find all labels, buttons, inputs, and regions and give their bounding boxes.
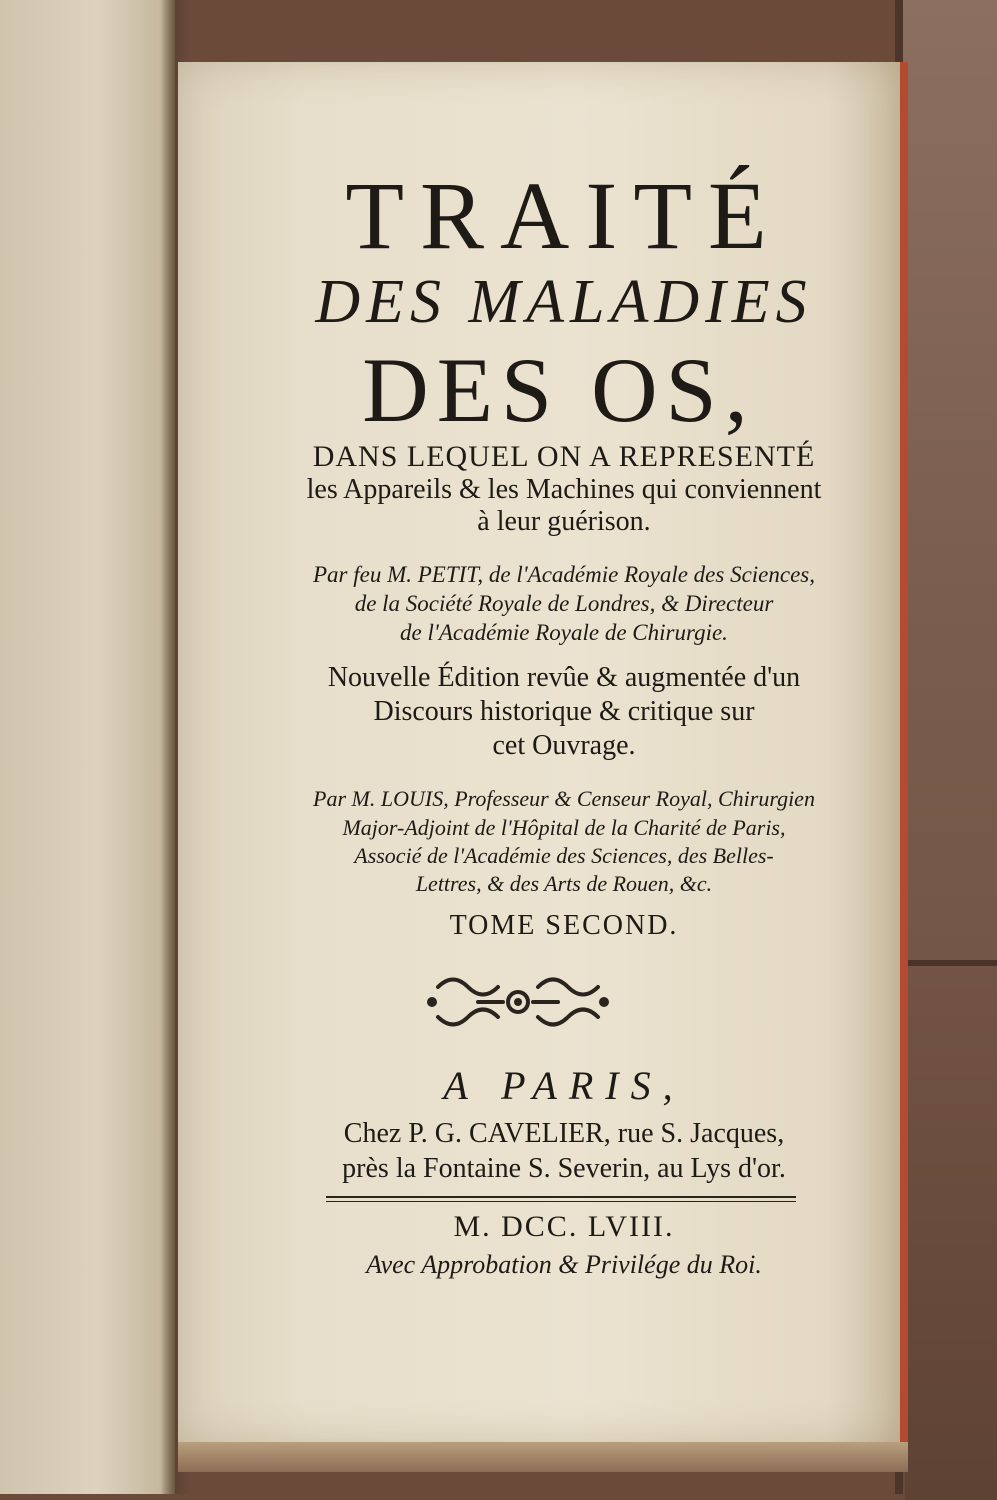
double-rule-divider	[326, 1196, 796, 1202]
editor-line-2: Major-Adjoint de l'Hôpital de la Charité de Paris,	[342, 815, 786, 840]
author-line-2: de la Société Royale de Londres, & Directeur	[354, 591, 774, 616]
main-title-line-2: DES MALADIES	[315, 268, 813, 336]
volume-label: TOME SECOND.	[449, 910, 679, 941]
page-stack-edge	[178, 1442, 908, 1472]
edition-line-2: Discours historique & critique sur	[373, 696, 755, 727]
publisher-line-1: Chez P. G. CAVELIER, rue S. Jacques,	[343, 1118, 785, 1149]
imprint-date: M. DCC. LVIII.	[453, 1210, 675, 1243]
editor-line-1: Par M. LOUIS, Professeur & Censeur Royal, Chirurgien	[313, 786, 815, 811]
publisher-line-2: près la Fontaine S. Severin, au Lys d'or.	[342, 1153, 786, 1184]
floor-tile	[905, 960, 997, 1500]
editor-line-3: Associé de l'Académie des Sciences, des Belles-	[354, 843, 774, 868]
privilege-line: Avec Approbation & Privilége du Roi.	[366, 1250, 762, 1279]
left-blank-page	[0, 0, 175, 1494]
editor-line-4: Lettres, & des Arts de Rouen, &c.	[415, 871, 713, 896]
subtitle-line-2: les Appareils & les Machines qui conviennent	[306, 474, 822, 505]
author-line-1: Par feu M. PETIT, de l'Académie Royale des Sciences,	[312, 562, 816, 587]
edition-line-3: cet Ouvrage.	[492, 730, 636, 761]
title-page	[178, 62, 908, 1442]
printer-ornament-icon	[418, 962, 618, 1042]
author-line-3: de l'Académie Royale de Chirurgie.	[400, 620, 728, 645]
main-title-line-1: TRAITÉ	[345, 162, 783, 269]
imprint-place: A PARIS,	[443, 1063, 685, 1108]
title-page-content	[178, 62, 900, 1442]
subtitle-line-3: à leur guérison.	[477, 506, 651, 537]
main-title-line-3: DES OS,	[362, 339, 756, 441]
subtitle-line-1: DANS LEQUEL ON A REPRESENTÉ	[312, 440, 816, 473]
edition-line-1: Nouvelle Édition revûe & augmentée d'un	[327, 662, 801, 693]
